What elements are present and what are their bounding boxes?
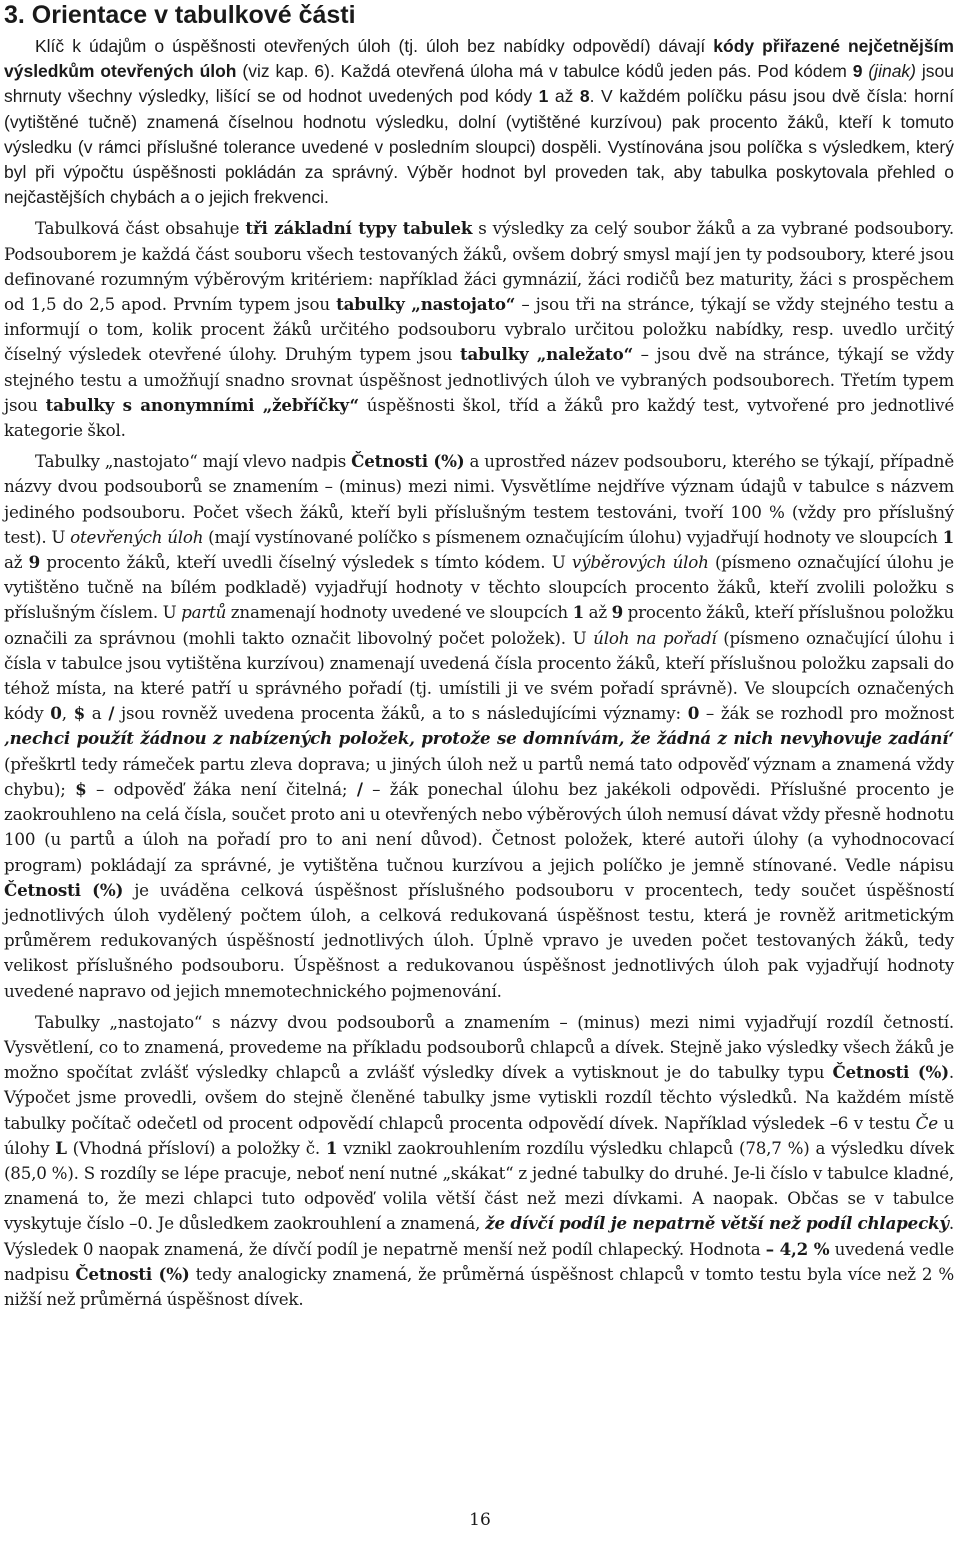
text-run: (Vhodná přísloví) a položky č. <box>66 1137 326 1158</box>
text-run: – žák se rozhodl pro možnost <box>699 703 954 724</box>
text-run: procento žáků, kteří příslušnou položku označili za správnou (mohli takto označit libovolný počet položek). U <box>4 602 954 648</box>
bold-run: Četnosti (%) <box>832 1062 949 1083</box>
text-run: (viz kap. 6). Každá otevřená úloha má v tabulce kódů jeden pás. Pod kódem <box>236 61 853 82</box>
text-run: jsou rovněž uvedena procenta žáků, a to s následujícími významy: <box>114 703 688 724</box>
text-run: , <box>61 703 74 724</box>
bold-run: 1 <box>538 86 549 107</box>
bold-italic-run: ‚nechci použít žádnou z nabízených položek, protože se domnívám, že žádná z nich nevyhovuje zadání‘ <box>4 728 954 749</box>
italic-run: partů <box>181 602 227 623</box>
text-run: . Výsledek 0 naopak znamená, že dívčí podíl je nepatrně menší než podíl chlapecký. Hodnota <box>4 1213 954 1259</box>
text-run: – odpověď žáka není čitelná; <box>86 778 357 799</box>
text-run: a uprostřed název podsouboru, kterého se týkají, případně názvy dvou podsouborů se znamením – (minus) mezi nimi. Vysvětlíme nejdříve význam údajů v tabulce s názvem jediného podsouboru. Počet všech žáků, kteří byli příslušným testem testováni, tvoří 100 % (vždy pro příslušný test). U <box>4 451 955 547</box>
text-run: . V každém políčku pásu jsou dvě čísla: horní (vytištěné tučně) znamená číselnou hodnotu výsledku, dolní (vytištěné kurzívou) pak procento žáků, kteří k tomuto výsledku (v rámci příslušné tolerance uvedené v posledním sloupci) dospěli. Vystínována jsou políčka s výsledkem, který byl při výpočtu úspěšnosti pokládán za správný. Výběr hodnot byl proveden tak, aby tabulka poskytovala přehled o nejčastějších chybách a o jejich frekvenci. <box>4 86 954 208</box>
bold-run: tři základní typy tabulek <box>245 218 473 239</box>
section-heading: 3. Orientace v tabulkové části <box>4 1 356 29</box>
bold-run: tabulky „nastojato“ <box>336 294 516 315</box>
italic-run: Če <box>915 1112 938 1133</box>
bold-run: 0 <box>50 703 62 724</box>
paragraph-answer-codes <box>4 34 954 210</box>
text-run: (přeškrtl tedy rámeček partu zleva doprava; u jiných úloh než u partů nemá tato odpověď význam a znamená vždy chybu); <box>4 753 954 799</box>
page-number: 16 <box>469 1510 491 1530</box>
text-run: procento žáků, kteří uvedli číselný výsledek s tímto kódem. U <box>40 552 572 573</box>
bold-run: – 4,2 % <box>765 1238 830 1259</box>
bold-run: 1 <box>572 602 585 623</box>
italic-run: (jinak) <box>868 61 917 82</box>
text-run: (písmeno označující úlohu i čísla v tabulce jsou vytištěna kurzívou) znamenají uvedená čísla procento žáků, kteří příslušnou položku zapsali do téhož místa, na které patří u správného pořadí (tj. umístili ji ve svém pořadí správně). Ve sloupcích označených kódy <box>4 627 955 724</box>
text-run: (písmeno označující úlohu je vytištěno tučně na bílém podkladě) vyjadřují hodnoty v těchto sloupcích procento žáků, kteří zvolili položku s příslušným číslem. U <box>4 552 954 623</box>
bold-run: tabulky s anonymními „žebříčky“ <box>45 394 359 415</box>
text-run: (mají vystínované políčko s písmenem označujícím úlohu) vyjadřují hodnoty ve sloupcích <box>203 526 943 547</box>
text-run: vznikl zaokrouhlením rozdílu výsledku chlapců (78,7 %) a výsledku dívek (85,0 %). S rozdíly se lépe pracuje, neboť není nutné „skákat“ z jedné tabulky do druhé. Je-li číslo v tabulce kladné, znamená to, že mezi chlapci tuto odpověď volila větší část než mezi dívkami. A naopak. Občas se v tabulce vyskytuje číslo –0. Je důsledkem zaokrouhlení a znamená, <box>4 1137 954 1234</box>
text-run: – jsou dvě na stránce, týkají se vždy stejného testu a umožňují snadno srovnat úspěšnost jednotlivých úloh ve vybraných podsouborech. Třetím typem jsou <box>4 344 954 415</box>
bold-run: 8 <box>579 86 590 107</box>
text-run: jsou shrnuty všechny výsledky, lišící se od hodnot uvedených pod kódy <box>4 61 954 107</box>
italic-run: otevřených úloh <box>70 526 204 547</box>
text-run: tedy analogicky znamená, že průměrná úspěšnost chlapců v tomto testu byla více než 2 % nižší než průměrná úspěšnost dívek. <box>4 1263 954 1309</box>
bold-run: 9 <box>852 61 863 82</box>
bold-run: / <box>108 703 115 724</box>
bold-run: L <box>55 1137 67 1158</box>
bold-run: Četnosti (%) <box>4 879 124 900</box>
italic-run: úloh na pořadí <box>593 627 717 648</box>
bold-run: kódy přiřazené nejčetnějším výsledkům otevřených úloh <box>4 36 954 82</box>
text-run: Klíč k údajům o úspěšnosti otevřených úloh (tj. úloh bez nabídky odpovědí) dávají <box>35 36 714 56</box>
bold-run: $ <box>73 703 86 724</box>
bold-run: Četnosti (%) <box>75 1263 190 1284</box>
text-run: a <box>85 703 109 724</box>
bold-run: 1 <box>942 526 954 547</box>
text-run: je uváděna celková úspěšnost příslušného podsouboru v procentech, tedy součet úspěšností jednotlivých úloh vydělený počtem úloh, a celková redukovaná úspěšnost testu, která je rovněž aritmetickým průměrem redukovaných úspěšností jednotlivých úloh. Úplně vpravo je uveden počet testovaných žáků, tedy velikost příslušného podsouboru. Úspěšnost a redukovanou úspěšnost jednotlivých úloh pak vyjadřují hodnoty uvedené napravo od jejich mnemotechnického pojmenování. <box>4 879 954 1001</box>
text-run: u úlohy <box>4 1112 954 1158</box>
bold-run: $ <box>75 778 87 799</box>
text-run: až <box>584 602 612 623</box>
text-run: s výsledky za celý soubor žáků a za vybrané podsoubory. Podsouborem je každá část souboru všech testovaných žáků, ovšem dobrý smysl mají jen ty podsoubory, které jsou definované rozumným výběrovým kritériem: například žáci gymnázií, žáci rodičů bez maturity, žáci s prospěchem od 1,5 do 2,5 apod. Prvním typem jsou <box>4 218 954 315</box>
text-run: úspěšnosti škol, tříd a žáků pro každý test, vytvořené pro jednotlivé kategorie škol. <box>4 394 954 441</box>
text-run: – žák ponechal úlohu bez jakékoli odpovědi. Příslušné procento je zaokrouhleno na celá čísla, součet proto ani u otevřených nebo výběrových úloh nemusí dávat vždy přesně hodnotu 100 (u partů a úloh na pořadí pro to ani není důvod). Četnost položek, které autoři úlohy (a vyhodnocovací program) pokládají za správné, je vytištěna tučnou kurzívou a jejich políčko je jemně stínované. Vedle nápisu <box>4 778 954 875</box>
italic-run: výběrových úloh <box>571 552 709 573</box>
bold-run: 1 <box>325 1137 338 1158</box>
text-run: až <box>4 552 29 573</box>
text-run: Tabulky „nastojato“ mají vlevo nadpis <box>35 451 352 472</box>
paragraph-table-types <box>4 216 954 443</box>
text-run: znamenají hodnoty uvedené ve sloupcích <box>226 602 573 623</box>
text-run: až <box>548 86 580 107</box>
text-run: Tabulková část obsahuje <box>35 218 246 239</box>
bold-run: 9 <box>611 602 624 623</box>
bold-run: 0 <box>687 703 700 724</box>
text-run: . Výpočet jsme provedli, ovšem do stejně členěné tabulky jsme vytiskli rozdíl těchto výsledků. Na každém místě tabulky počítač odečetl od procent odpovědí chlapců procenta odpovědí dívek. Například výsledek –6 v testu <box>4 1062 954 1133</box>
bold-italic-run: že dívčí podíl je nepatrně větší než podíl chlapecký <box>485 1213 949 1234</box>
bold-run: tabulky „naležato“ <box>460 344 633 365</box>
paragraph-difference-tables <box>4 1010 954 1312</box>
bold-run: / <box>356 778 363 799</box>
text-run: Tabulky „nastojato“ s názvy dvou podsouborů a znamením – (minus) mezi nimi vyjadřují rozdíl četností. Vysvětlení, co to znamená, provedeme na příkladu podsouborů chlapců a dívek. Stejně jako výsledky všech žáků je možno spočítat zvlášť výsledky chlapců a zvlášť výsledky dívek a vytisknout je do tabulky typu <box>4 1011 954 1083</box>
text-run: uvedená vedle nadpisu <box>4 1238 954 1284</box>
bold-run: Četnosti (%) <box>351 451 465 472</box>
text-run: – jsou tři na stránce, týkají se vždy stejného testu a informují o tom, kolik procent žáků určitého podsouboru vybralo určitou položku nabídky, resp. uvedlo určitý číselný výsledek otevřené úlohy. Druhým typem jsou <box>4 294 955 365</box>
bold-run: 9 <box>28 552 41 573</box>
paragraph-frequency-tables <box>4 449 954 1003</box>
